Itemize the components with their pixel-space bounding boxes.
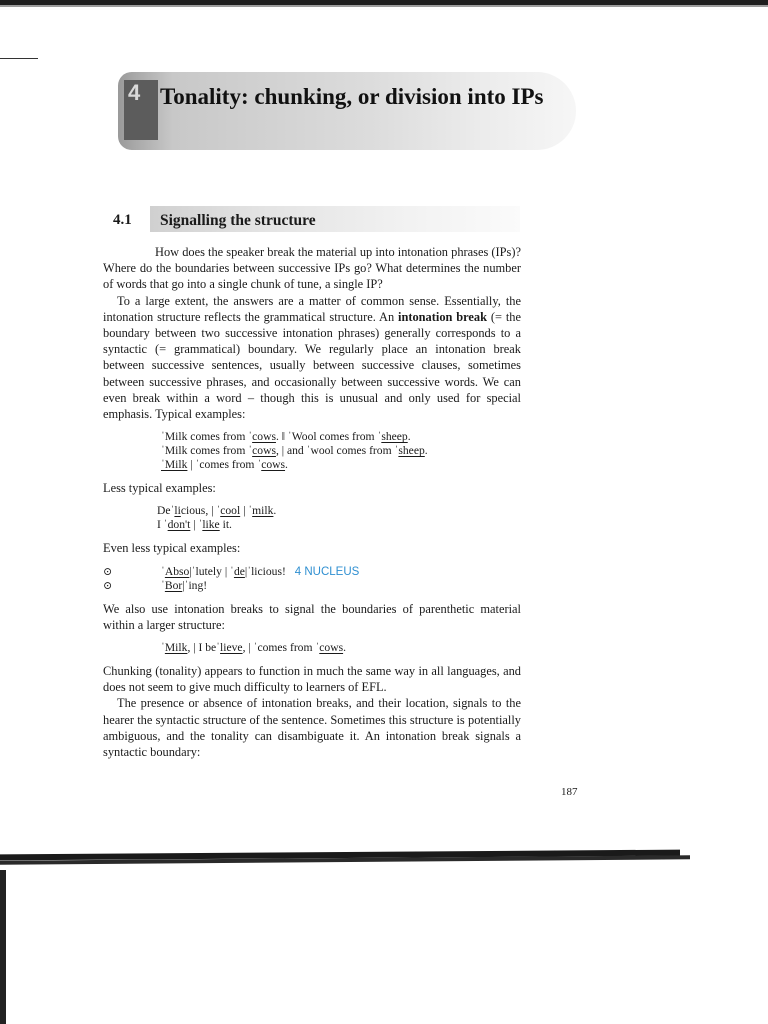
example-line: Deˈlicious, | ˈcool | ˈmilk. (157, 504, 277, 518)
example-line: ⊙ ˈAbso|ˈlutely | ˈde|ˈlicious! 4 NUCLEUS (103, 564, 360, 578)
page-number: 187 (561, 786, 578, 798)
paragraph-parenthetic: We also use intonation breaks to signal the boundaries of parenthetic material within a larger structure: (103, 601, 521, 632)
examples-typical (161, 430, 521, 472)
margin-dash (0, 58, 38, 59)
example-line: ˈMilk | ˈcomes from ˈcows. (161, 458, 288, 472)
audio-mark-icon: ⊙ (103, 579, 113, 592)
example-line: ˈMilk, | I beˈlieve, | ˈcomes from ˈcows. (161, 641, 346, 655)
chapter-title: Tonality: chunking, or division into IPs (160, 84, 544, 109)
paragraph-common-sense: To a large extent, the answers are a matter of common sense. Essentially, the intonation structure reflects the grammatical structure. An intonation break (= the boundary between two successive intonation phrases) generally corresponds to a syntactic (= grammatical) boundary. We regularly place an intonation break between successive sentences, usually between successive clauses, sometimes between successive phrases, and occasionally between successive words. We can even break within a word – though this is unusual and only used for special emphasis. Typical examples: (103, 293, 521, 422)
section-title: Signalling the structure (160, 212, 316, 229)
examples-parenthetic (161, 641, 521, 655)
paragraph-less-typical: Less typical examples: (103, 481, 216, 496)
example-line: ⊙ ˈBor|ˈing! (103, 578, 208, 592)
term-intonation-break: intonation break (398, 309, 488, 324)
paragraph-presence: The presence or absence of intonation breaks, and their location, signals to the hearer the syntactic structure of the sentence. Sometimes this structure is potentially ambiguous, and the tonality can disambiguate it. An intonation break signals a syntactic boundary: (103, 696, 521, 760)
body-text (103, 244, 521, 760)
paragraph-chunking: Chunking (tonality) appears to function in much the same way in all languages, and does not seem to give much difficulty to learners of EFL. (103, 664, 521, 695)
paragraph-intro: How does the speaker break the material up into intonation phrases (IPs)? Where do the boundaries between successive IPs go? What determines the number of words that go into a single chunk of tune, a single IP? (103, 245, 521, 292)
page-edge-shadow (0, 870, 6, 1024)
example-line: ˈMilk comes from ˈcows. ‖ ˈWool comes from ˈsheep. (161, 430, 411, 444)
examples-even-less (103, 564, 521, 593)
example-line: ˈMilk comes from ˈcows, | and ˈwool comes from ˈsheep. (161, 444, 428, 458)
top-rule-shadow (0, 5, 768, 7)
nucleus-annotation[interactable]: 4 NUCLEUS (294, 565, 360, 578)
section-number: 4.1 (113, 212, 132, 228)
chapter-number: 4 (124, 80, 158, 140)
audio-mark-icon: ⊙ (103, 565, 113, 578)
examples-less-typical (157, 504, 521, 532)
example-line: I ˈdon't | ˈlike it. (157, 518, 232, 532)
paragraph-even-less: Even less typical examples: (103, 541, 241, 556)
